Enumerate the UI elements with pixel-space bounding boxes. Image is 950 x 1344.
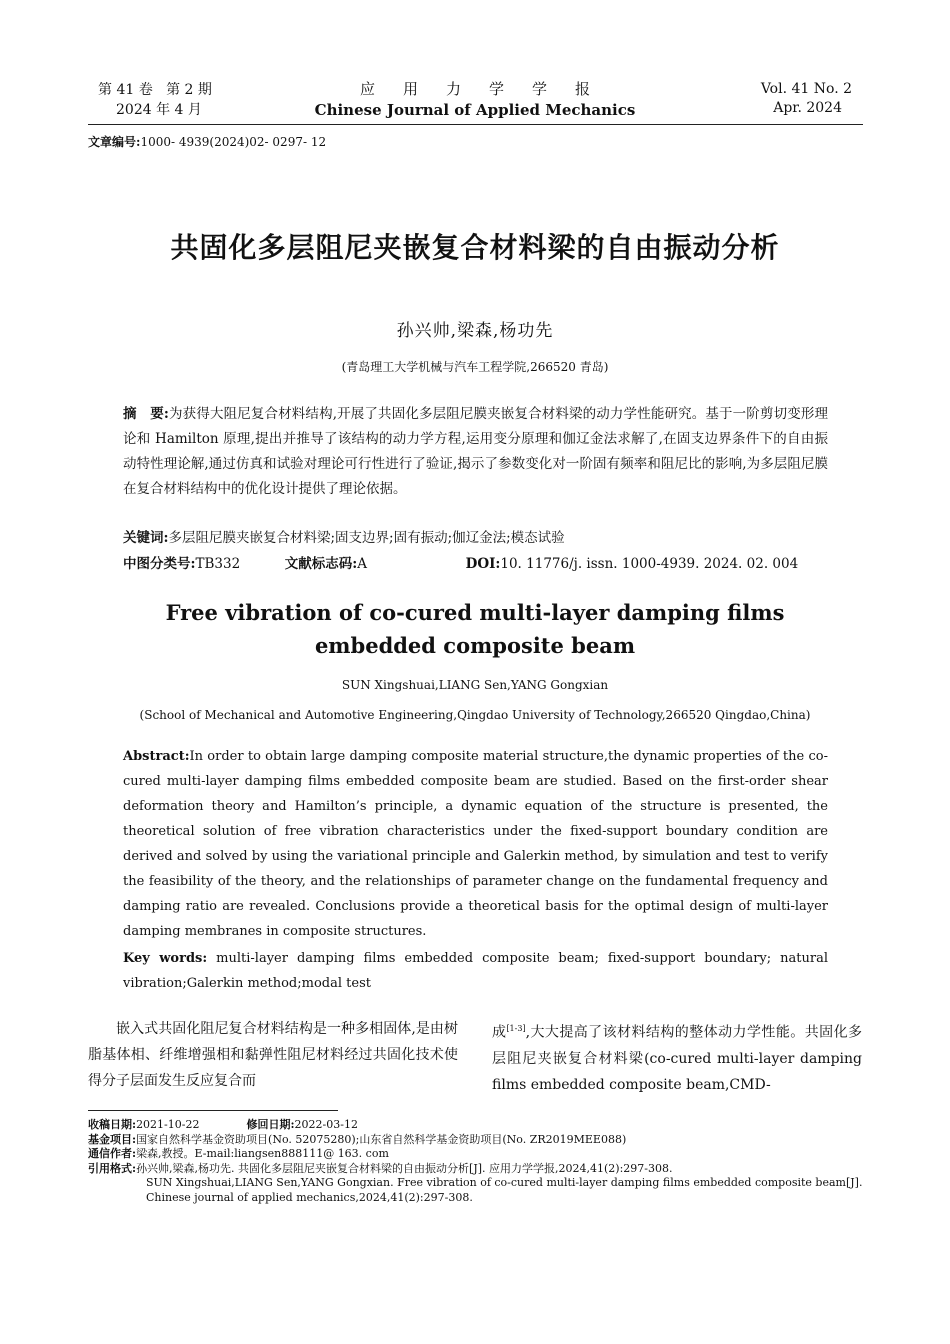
journal-volume-issue-cn (98, 80, 258, 120)
article-number (88, 133, 326, 150)
abstract-en (123, 744, 828, 944)
journal-volume-issue-en (700, 80, 852, 118)
volume-issue-cn: 第 41 卷 第 2 期 (98, 82, 212, 98)
revised-value: 2022-03-12 (294, 1118, 358, 1131)
abstract-cn-text: 为获得大阻尼复合材料结构,开展了共固化多层阻尼膜夹嵌复合材料梁的动力学性能研究。基于一阶剪切变形理论和 Hamilton 原理,提出并推导了该结构的动力学方程,运用变分原理和伽辽金法求解了,在固支边界条件下的自由振动特性理论解,通过仿真和试验对理论可行性进行了验证,揭示了参数变化对一阶固有频率和阻尼比的影响,为多层阻尼膜在复合材料结构中的优化设计提供了理论依据。 (123, 406, 828, 497)
body-right-pre: 成 (492, 1024, 507, 1041)
date-cn: 2024 年 4 月 (116, 102, 202, 118)
doi-label: DOI: (465, 556, 501, 572)
footnote-citation-en: SUN Xingshuai,LIANG Sen,YANG Gongxian. Free vibration of co-cured multi-layer damping films embedded composite beam[J]. Chinese journal of applied mechanics,2024,41(2):297-308. (146, 1176, 863, 1204)
footnote-dates (88, 1118, 863, 1133)
cite-cn: 孙兴帅,梁森,杨功先. 共固化多层阻尼夹嵌复合材料梁的自由振动分析[J]. 应用力学学报,2024,41(2):297-308. (136, 1161, 673, 1175)
footnotes (88, 1118, 863, 1205)
article-number-value: 1000- 4939(2024)02- 0297- 12 (140, 135, 327, 149)
journal-name-en: Chinese Journal of Applied Mechanics (314, 101, 636, 119)
journal-name-block (300, 78, 650, 119)
title-en-line1: Free vibration of co-cured multi-layer damping films (165, 600, 785, 625)
clc-value: TB332 (195, 556, 241, 572)
authors-en: SUN Xingshuai,LIANG Sen,YANG Gongxian (341, 678, 609, 692)
abstract-en-label: Abstract: (123, 749, 190, 764)
doc-code-value: A (357, 556, 368, 572)
body-right-post: ,大大提高了该材料结构的整体动力学性能。共固化多层阻尼夹嵌复合材料梁(co-cured multi-layer damping films embedded composite beam,CMD- (492, 1024, 862, 1093)
received-value: 2021-10-22 (136, 1118, 200, 1131)
keywords-cn-label: 关键词: (123, 530, 169, 546)
authors-cn: 孙兴帅,梁森,杨功先 (396, 321, 554, 341)
footnote-rule (88, 1110, 338, 1111)
footnote-correspondence (88, 1147, 863, 1162)
article-number-label: 文章编号: (88, 135, 141, 149)
fund-label: 基金项目: (88, 1132, 137, 1146)
keywords-cn (123, 527, 828, 549)
keywords-en-text: multi-layer damping films embedded composite beam; fixed-support boundary; natural vibration;Galerkin method;modal test (123, 951, 828, 991)
body-right-column (492, 1016, 862, 1098)
doc-code-label: 文献标志码: (284, 556, 358, 572)
doi-value: 10. 11776/j. issn. 1000-4939. 2024. 02. 004 (500, 556, 799, 572)
title-en-line2: embedded composite beam (314, 633, 636, 658)
abstract-cn-label: 摘 要: (123, 406, 169, 422)
paper-title-en (0, 596, 950, 662)
keywords-en (123, 946, 828, 996)
affiliation-en: (School of Mechanical and Automotive Engineering,Qingdao University of Technology,266520 Qingdao,China) (139, 708, 811, 722)
fund-value: 国家自然科学基金资助项目(No. 52075280);山东省自然科学基金资助项目(No. ZR2019MEE088) (136, 1132, 627, 1146)
clc-label: 中图分类号: (123, 556, 196, 572)
keywords-en-label: Key words: (123, 951, 208, 966)
corr-value: 梁森,教授。E-mail:liangsen888111@ 163. com (136, 1147, 389, 1160)
date-en: Apr. 2024 (773, 100, 842, 116)
cite-label: 引用格式: (88, 1161, 137, 1175)
revised-label: 修回日期: (246, 1118, 295, 1131)
abstract-en-text: In order to obtain large damping composite material structure,the dynamic properties of the co-cured multi-layer damping films embedded composite beam are studied. Based on the first-order shear deformation theory and Hamilton’s principle, a dynamic equation of the structure is presented, the theoretical solution of free vibration characteristics under the fixed-support boundary condition are derived and solved by using the variational principle and Galerkin method, by simulation and test to verify the feasibility of the theory, and the relationships of parameter change on the fundamental frequency and damping ratio are revealed. Conclusions provide a theoretical basis for the optimal design of multi-layer damping membranes in composite structures. (123, 749, 828, 939)
footnote-fund (88, 1133, 863, 1148)
received-label: 收稿日期: (88, 1118, 137, 1131)
abstract-cn (123, 402, 828, 502)
journal-name-cn: 应用力学学报 (359, 80, 618, 98)
corr-label: 通信作者: (88, 1147, 137, 1160)
body-left-column: 嵌入式共固化阻尼复合材料结构是一种多相固体,是由树脂基体相、纤维增强相和黏弹性阻尼材料经过共固化技术使得分子层面发生反应复合而 (88, 1021, 458, 1089)
keywords-cn-text: 多层阻尼膜夹嵌复合材料梁;固支边界;固有振动;伽辽金法;模态试验 (168, 530, 565, 546)
header-rule (88, 124, 863, 125)
classification-row (123, 553, 828, 575)
volume-issue-en: Vol. 41 No. 2 (760, 81, 852, 97)
paper-title-cn: 共固化多层阻尼夹嵌复合材料梁的自由振动分析 (170, 231, 780, 264)
citation-ref: [1-3] (506, 1024, 526, 1033)
footnote-citation-cn (88, 1162, 863, 1177)
affiliation-cn: (青岛理工大学机械与汽车工程学院,266520 青岛) (341, 360, 609, 374)
